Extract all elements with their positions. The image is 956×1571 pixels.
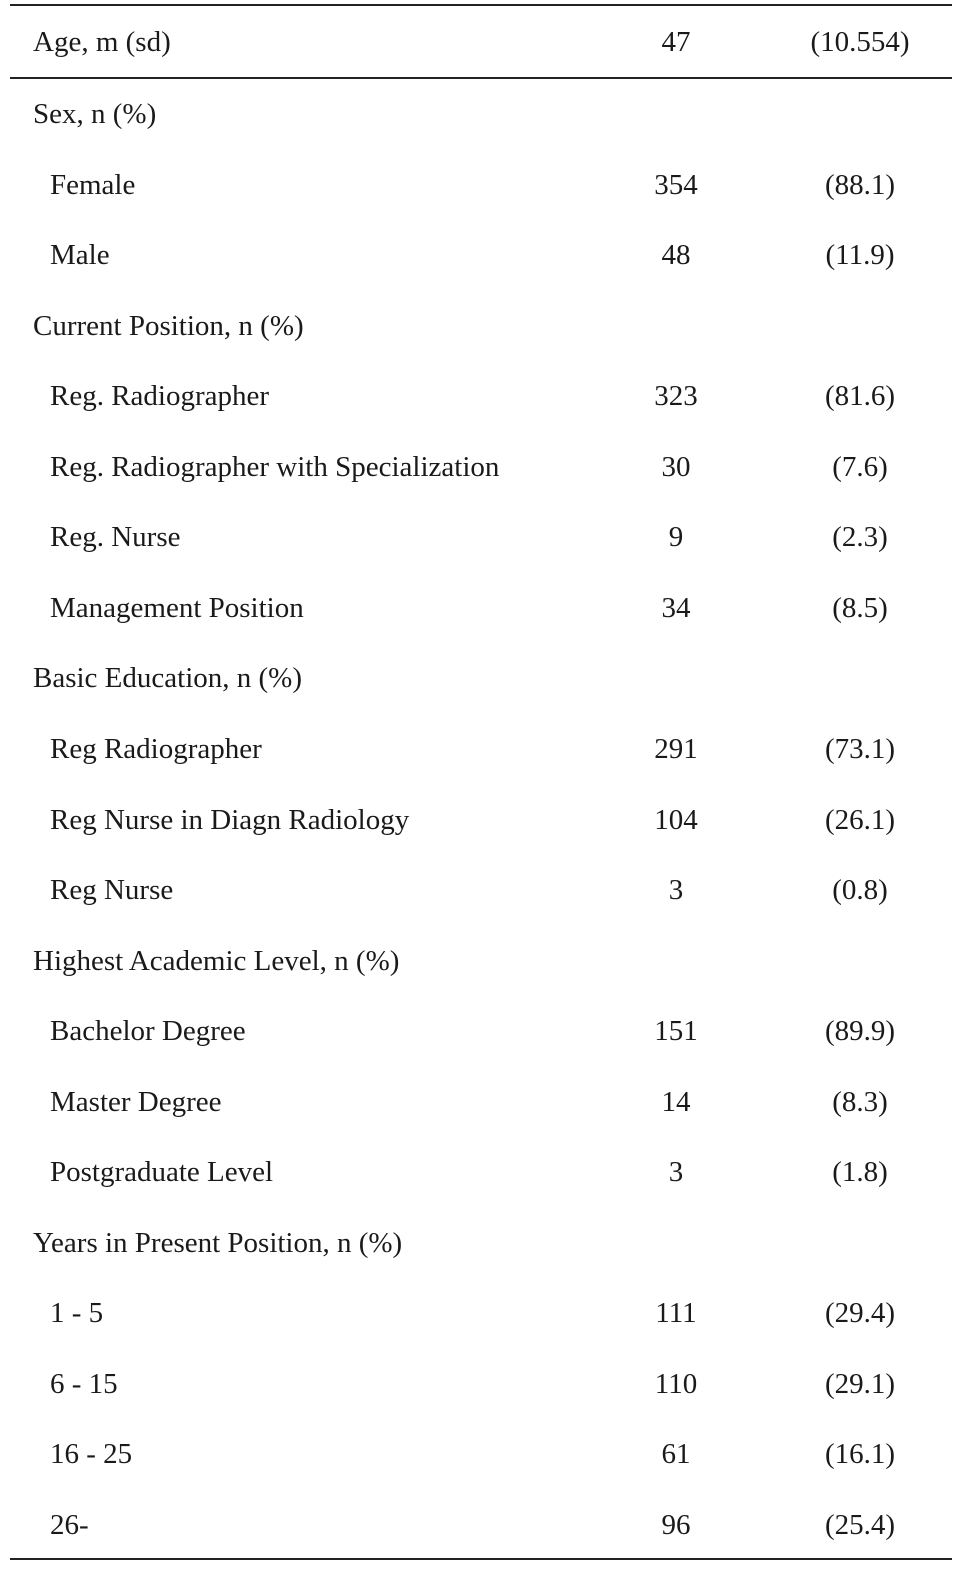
- row-count: 3: [668, 1156, 684, 1189]
- row-label: Master Degree: [50, 1085, 222, 1118]
- row-count: 14: [661, 1085, 691, 1118]
- row-percent: (16.1): [824, 1438, 896, 1471]
- table-row: [10, 1293, 952, 1333]
- table-row: [10, 800, 952, 840]
- header-label: Age, m (sd): [33, 26, 171, 58]
- row-label: Female: [50, 168, 136, 201]
- row-count: 61: [661, 1438, 691, 1471]
- row-percent: (89.9): [824, 1015, 896, 1048]
- row-label: Reg. Radiographer with Specialization: [50, 450, 500, 483]
- row-count: 110: [654, 1367, 698, 1400]
- table-row: [10, 1364, 952, 1404]
- table-header-rule: [10, 77, 952, 79]
- row-count: 48: [661, 239, 691, 272]
- table-group-row: [10, 941, 952, 981]
- row-label: Reg Nurse: [50, 874, 174, 907]
- table-row: [10, 517, 952, 557]
- row-count: 3: [668, 874, 684, 907]
- table-bottom-rule: [10, 1558, 952, 1560]
- table-group-row: [10, 658, 952, 698]
- row-percent: (8.3): [832, 1085, 888, 1118]
- table-row: [10, 1505, 952, 1545]
- header-value: 47: [661, 26, 691, 58]
- demographics-table: [10, 4, 952, 1561]
- row-percent: (88.1): [824, 168, 896, 201]
- group-label: Years in Present Position, n (%): [33, 1226, 403, 1259]
- table-row: [10, 1434, 952, 1474]
- table-row: [10, 376, 952, 416]
- row-label: Bachelor Degree: [50, 1015, 246, 1048]
- row-count: 104: [654, 803, 698, 836]
- row-percent: (25.4): [824, 1509, 896, 1541]
- row-count: 30: [661, 450, 691, 483]
- row-label: Reg. Radiographer: [50, 380, 270, 413]
- group-label: Basic Education, n (%): [33, 662, 302, 695]
- row-percent: (29.4): [824, 1297, 896, 1330]
- row-label: Reg Radiographer: [50, 732, 262, 765]
- row-label: 16 - 25: [50, 1438, 133, 1471]
- table-row: [10, 870, 952, 910]
- row-percent: (0.8): [832, 874, 888, 907]
- group-label: Sex, n (%): [33, 98, 157, 130]
- row-percent: (8.5): [832, 591, 888, 624]
- row-percent: (26.1): [824, 803, 896, 836]
- row-count: 151: [654, 1015, 698, 1048]
- row-count: 111: [655, 1297, 697, 1330]
- row-label: Reg Nurse in Diagn Radiology: [50, 803, 410, 836]
- table-row: [10, 729, 952, 769]
- row-count: 291: [654, 732, 698, 765]
- row-label: 26-: [50, 1509, 89, 1541]
- table-header-row: [10, 22, 952, 62]
- table-row: [10, 235, 952, 275]
- row-percent: (81.6): [824, 380, 896, 413]
- row-percent: (29.1): [824, 1367, 896, 1400]
- row-count: 34: [661, 591, 691, 624]
- row-percent: (7.6): [832, 450, 888, 483]
- group-label: Highest Academic Level, n (%): [33, 944, 400, 977]
- row-count: 323: [654, 380, 698, 413]
- row-count: 96: [661, 1509, 691, 1541]
- row-percent: (11.9): [825, 239, 895, 272]
- table-group-row: [10, 94, 952, 134]
- row-label: Reg. Nurse: [50, 521, 181, 554]
- row-count: 9: [668, 521, 684, 554]
- row-percent: (73.1): [824, 732, 896, 765]
- row-label: 1 - 5: [50, 1297, 104, 1330]
- table-row: [10, 165, 952, 205]
- row-percent: (1.8): [832, 1156, 888, 1189]
- table-row: [10, 447, 952, 487]
- row-label: 6 - 15: [50, 1367, 118, 1400]
- group-label: Current Position, n (%): [33, 309, 304, 342]
- row-label: Management Position: [50, 591, 304, 624]
- table-row: [10, 1152, 952, 1192]
- table-top-rule: [10, 4, 952, 6]
- table-row: [10, 1011, 952, 1051]
- table-row: [10, 588, 952, 628]
- row-label: Male: [50, 239, 110, 272]
- row-count: 354: [654, 168, 698, 201]
- table-group-row: [10, 306, 952, 346]
- row-percent: (2.3): [832, 521, 888, 554]
- row-label: Postgraduate Level: [50, 1156, 274, 1189]
- header-dispersion: (10.554): [810, 26, 910, 58]
- table-group-row: [10, 1223, 952, 1263]
- table-row: [10, 1082, 952, 1122]
